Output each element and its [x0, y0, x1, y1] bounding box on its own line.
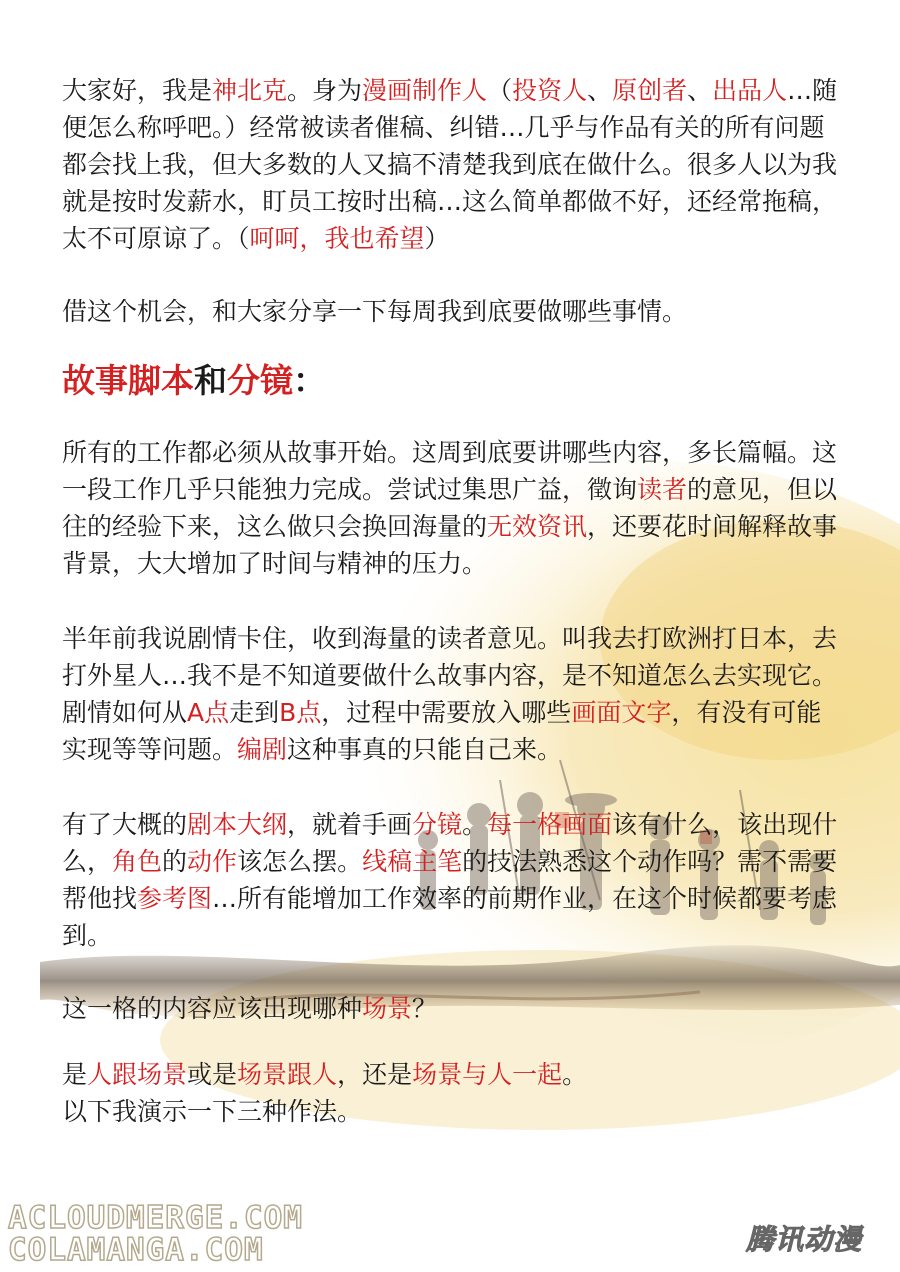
- watermark-acloudmerge: ACLOUDMERGE.COM: [8, 1200, 303, 1236]
- paragraph-scene-question: [62, 990, 437, 1027]
- body-text: 。: [562, 1060, 588, 1089]
- highlight-text: 人跟场景: [87, 1060, 188, 1089]
- highlight-text: 神北克: [212, 76, 288, 105]
- highlight-text: 出品人: [712, 76, 788, 105]
- body-text: …所有能增加工作效率的前期作业，在这个时候都要考虑到。: [62, 884, 838, 950]
- body-text: 的意见，但以往的经验下来，这么做只会换回海量的: [62, 475, 838, 541]
- body-text: ，还是: [337, 1060, 413, 1089]
- body-text: 的: [162, 847, 188, 876]
- paragraph-story-start: [62, 434, 842, 582]
- section-heading: [62, 359, 326, 403]
- highlight-text: B点: [279, 698, 322, 727]
- body-text: …随便怎么称呼吧。）经常被读者催稿、纠错…几乎与作品有关的所有问题都会找上我，但大多数的人又搞不清楚我到底在做什么。很多人以为我就是按时发薪水，盯员工按时出稿…这么简单都做不好，还经常拖稿，太不可原谅了。（: [62, 76, 838, 253]
- body-text: 或是: [187, 1060, 238, 1089]
- highlight-text: 故事脚本: [62, 361, 194, 400]
- body-text: 。身为: [287, 76, 363, 105]
- highlight-text: 场景跟人: [237, 1060, 338, 1089]
- paragraph-three-methods: [62, 1056, 587, 1130]
- highlight-text: 呵呵，我也希望: [249, 224, 425, 253]
- body-text: 。: [462, 810, 488, 839]
- body-text: （: [487, 76, 513, 105]
- highlight-text: 读者: [637, 475, 688, 504]
- body-text: 大家好，我是: [62, 76, 213, 105]
- highlight-text: 分镜: [412, 810, 463, 839]
- body-text: 、: [587, 76, 613, 105]
- body-text: 、: [687, 76, 713, 105]
- highlight-text: 动作: [187, 847, 238, 876]
- body-text: 这种事真的只能自己来。: [287, 735, 563, 764]
- highlight-text: 线稿主笔: [362, 847, 463, 876]
- body-text: 的技法熟悉这个动作吗？需不需要帮他找: [62, 847, 838, 913]
- body-text: 半年前我说剧情卡住，收到海量的读者意见。叫我去打欧洲打日本，去打外星人…我不是不知道要做什么故事内容，是不知道怎么去实现它。剧情如何从: [62, 624, 838, 727]
- body-text: 所有的工作都必须从故事开始。这周到底要讲哪些内容，多长篇幅。这一段工作几乎只能独力完成。尝试过集思广益，徵询: [62, 438, 838, 504]
- body-text: 以下我演示一下三种作法。: [62, 1097, 363, 1126]
- highlight-text: 画面文字: [571, 698, 672, 727]
- highlight-text: 剧本大纲: [187, 810, 288, 839]
- highlight-text: 场景: [362, 994, 413, 1023]
- body-text: 和: [194, 361, 227, 400]
- body-text: 借这个机会，和大家分享一下每周我到底要做哪些事情。: [62, 297, 688, 326]
- body-text: ，过程中需要放入哪些: [321, 698, 572, 727]
- highlight-text: 投资人: [512, 76, 588, 105]
- logo-text: 腾讯动漫: [746, 1223, 863, 1256]
- body-text: 有了大概的: [62, 810, 188, 839]
- body-text: 该有什么，该出现什么，: [62, 810, 838, 876]
- highlight-text: 无效资讯: [487, 512, 588, 541]
- highlight-text: 分镜: [227, 361, 293, 400]
- body-text: 该怎么摆。: [237, 847, 363, 876]
- body-text: 这一格的内容应该出现哪种: [62, 994, 363, 1023]
- highlight-text: A点: [187, 698, 230, 727]
- highlight-text: 每一格画面: [487, 810, 613, 839]
- paragraph-storyboard: [62, 806, 842, 954]
- highlight-text: 场景与人一起: [412, 1060, 563, 1089]
- highlight-text: 原创者: [612, 76, 688, 105]
- body-text: ）: [424, 224, 450, 253]
- highlight-text: 漫画制作人: [362, 76, 488, 105]
- body-text: ，有没有可能实现等等问题。: [62, 698, 822, 764]
- body-text: ，还要花时间解释故事背景，大大增加了时间与精神的压力。: [62, 512, 838, 578]
- body-text: ：: [293, 361, 326, 400]
- body-text: ，就着手画: [287, 810, 413, 839]
- highlight-text: 角色: [112, 847, 163, 876]
- paragraph-intro: [62, 72, 842, 257]
- tencent-comics-logo: [738, 1212, 888, 1256]
- highlight-text: 参考图: [137, 884, 213, 913]
- body-text: 是: [62, 1060, 88, 1089]
- paragraph-plot-stuck: [62, 620, 842, 768]
- body-text: 走到: [229, 698, 280, 727]
- highlight-text: 编剧: [237, 735, 288, 764]
- paragraph-share: [62, 293, 687, 330]
- watermark-colamanga: COLAMANGA.COM: [8, 1232, 264, 1268]
- body-text: ？: [412, 994, 438, 1023]
